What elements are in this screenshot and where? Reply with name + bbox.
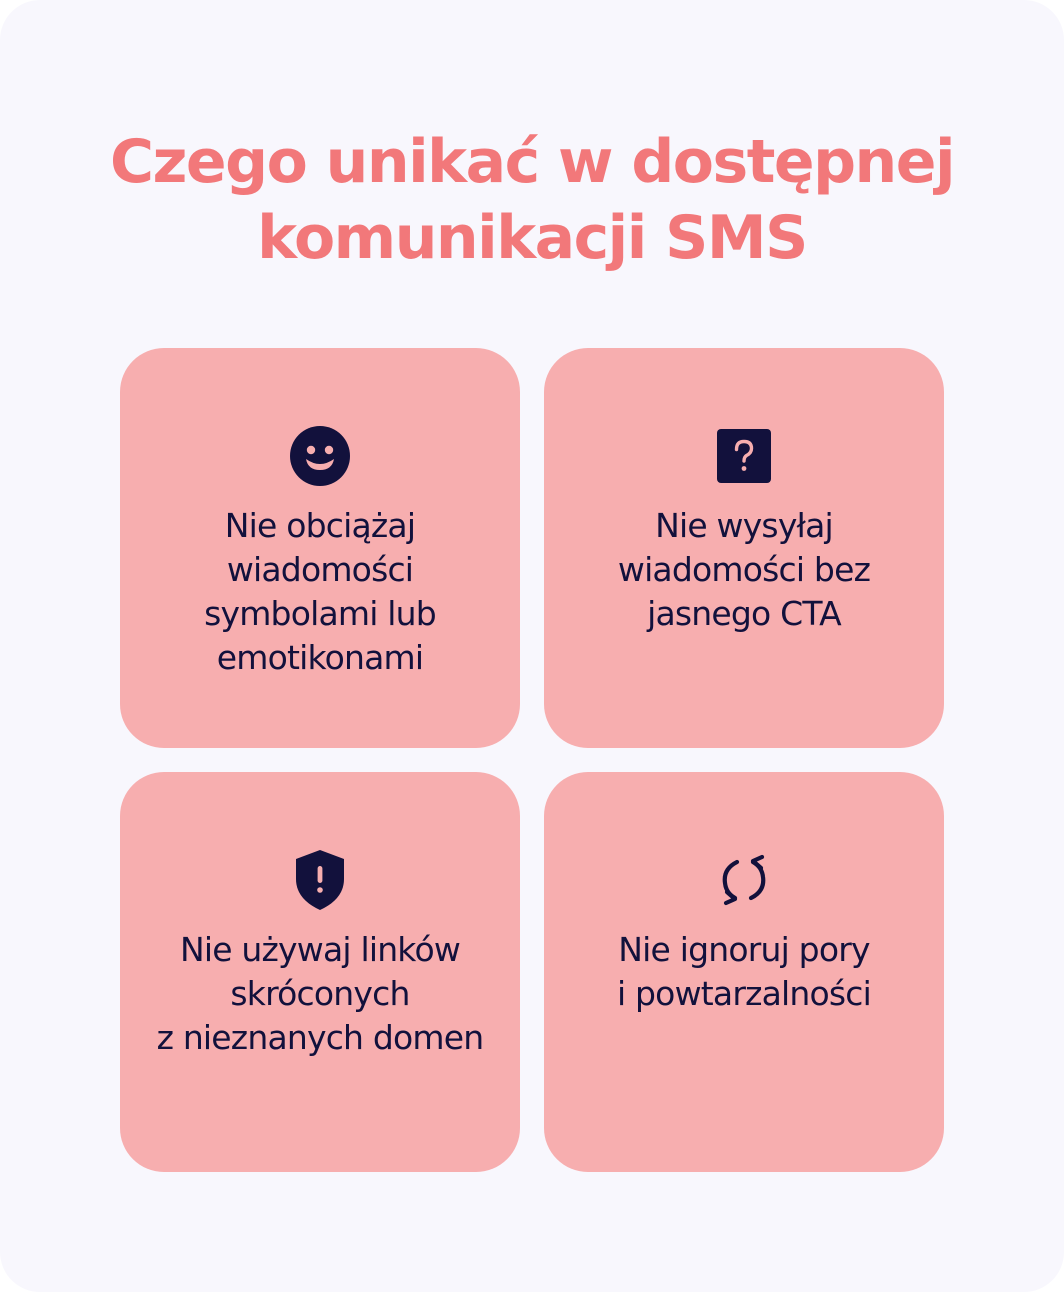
shield-alert-icon (288, 848, 352, 912)
card-line: Nie obciążaj (224, 506, 416, 545)
card-line: wiadomości (226, 550, 414, 589)
card-text (564, 504, 924, 636)
card-short-links (120, 772, 520, 1172)
repeat-arrows-icon (712, 848, 776, 912)
card-timing (544, 772, 944, 1172)
card-line: skróconych (230, 974, 410, 1013)
card-line: emotikonami (216, 638, 424, 677)
card-text (140, 928, 500, 1060)
card-line: z nieznanych domen (156, 1018, 484, 1057)
card-emoticons (120, 348, 520, 748)
card-line: Nie używaj linków (179, 930, 461, 969)
card-text (140, 504, 500, 680)
smiley-face-icon (288, 424, 352, 488)
card-line: wiadomości bez (617, 550, 871, 589)
card-cta (544, 348, 944, 748)
card-line: Nie wysyłaj (655, 506, 833, 545)
title-line-2: komunikacji SMS (257, 203, 807, 273)
question-mark-icon (712, 424, 776, 488)
card-line: Nie ignoruj pory (618, 930, 870, 969)
page-title (0, 124, 1064, 276)
card-line: jasnego CTA (647, 594, 841, 633)
card-line: i powtarzalności (616, 974, 872, 1013)
card-text (564, 928, 924, 1016)
card-line: symbolami lub (204, 594, 436, 633)
title-line-1: Czego unikać w dostępnej (109, 127, 955, 197)
